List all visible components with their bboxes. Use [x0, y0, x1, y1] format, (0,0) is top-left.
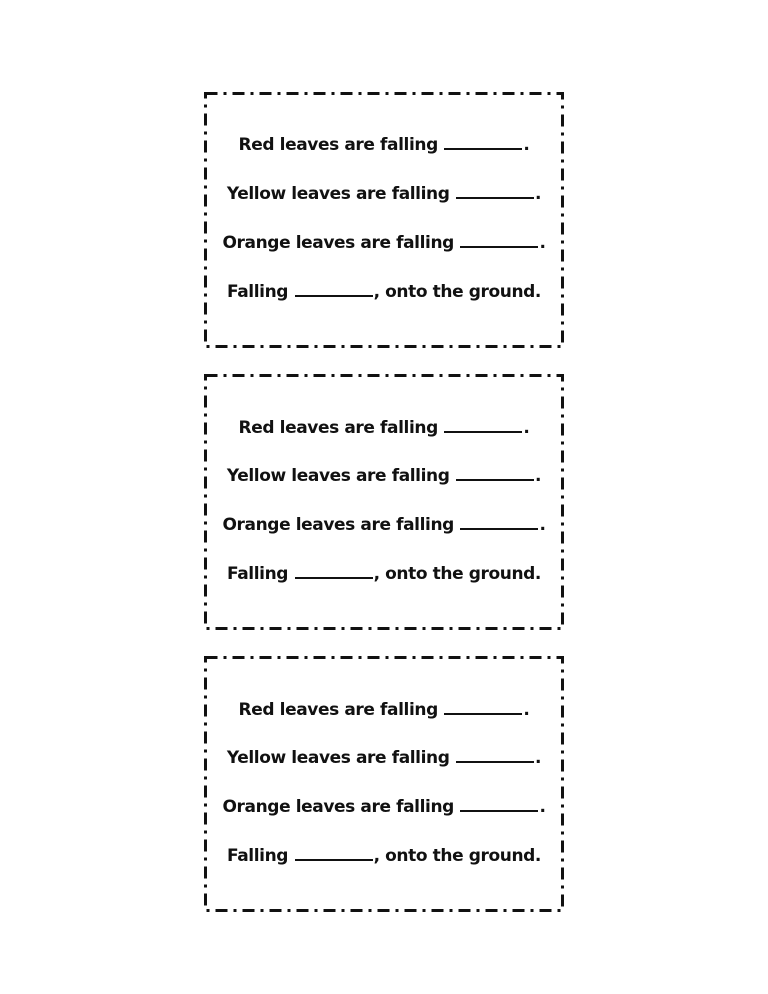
- dash-dot-cut-border: [204, 374, 564, 630]
- poem-line-yellow: Yellow leaves are falling .: [226, 184, 542, 204]
- poem-line-yellow: Yellow leaves are falling .: [226, 748, 542, 768]
- fill-in-blank: [456, 183, 534, 199]
- fill-in-blank: [460, 514, 538, 530]
- poem-line-orange: Orange leaves are falling .: [222, 233, 546, 253]
- fill-in-blank: [295, 845, 373, 861]
- fill-in-blank: [444, 699, 522, 715]
- poem-card-1: [204, 92, 564, 348]
- poem-line-yellow: Yellow leaves are falling .: [226, 466, 542, 486]
- dash-dot-cut-border: [204, 656, 564, 912]
- poem-line-red: Red leaves are falling .: [238, 135, 530, 155]
- fill-in-blank: [444, 417, 522, 433]
- poem-line-orange: Orange leaves are falling .: [222, 515, 546, 535]
- poem-line-orange: Orange leaves are falling .: [222, 797, 546, 817]
- fill-in-blank: [444, 134, 522, 150]
- poem-card-2: [204, 374, 564, 630]
- poem-line-ground: Falling , onto the ground.: [227, 282, 541, 302]
- fill-in-blank: [456, 747, 534, 763]
- poem-line-ground: Falling , onto the ground.: [227, 846, 541, 866]
- fill-in-blank: [456, 465, 534, 481]
- poem-line-ground: Falling , onto the ground.: [227, 564, 541, 584]
- poem-card-3: [204, 656, 564, 912]
- fill-in-blank: [460, 232, 538, 248]
- fill-in-blank: [295, 281, 373, 297]
- poem-line-red: Red leaves are falling .: [238, 418, 530, 438]
- fill-in-blank: [460, 796, 538, 812]
- dash-dot-cut-border: [204, 92, 564, 348]
- fill-in-blank: [295, 563, 373, 579]
- poem-line-red: Red leaves are falling .: [238, 700, 530, 720]
